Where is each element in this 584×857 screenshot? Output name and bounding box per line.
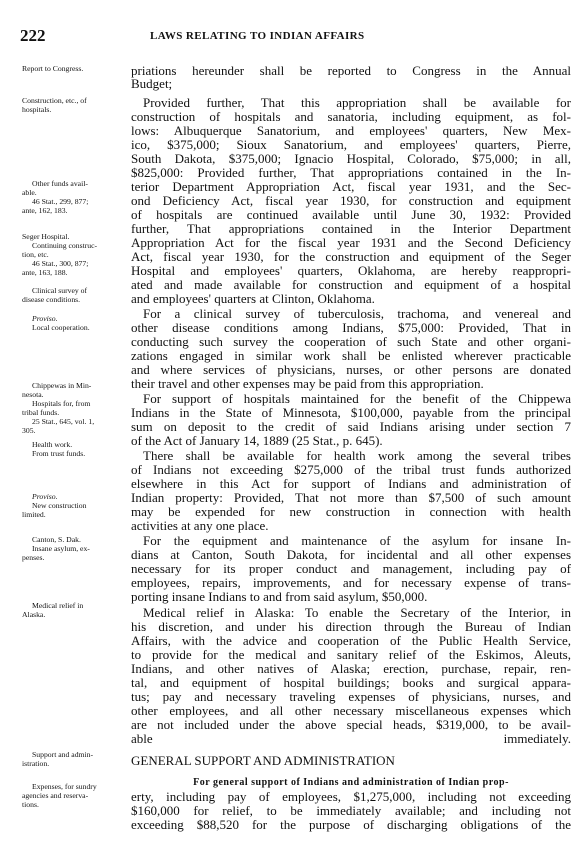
body-line: to provide for the medical and sanitary relief of the Eskimos, Aleuts, [131,648,571,662]
body-line: For support of hospitals maintained for the benefit of the Chippewa [143,392,571,406]
page-header [0,26,584,46]
body-line: lows: Albuquerque Sanatorium, and employees' quarters, New Mex- [131,124,571,138]
body-line: construction of hospitals and sanatoria, including equipment, as fol- [131,110,571,124]
margin-note-line: tribal funds. [22,408,60,417]
body-line: For a clinical survey of tuberculosis, trachoma, and venereal and [143,307,571,321]
margin-note-line: From trust funds. [32,449,86,458]
margin-note [22,492,125,519]
body-line: may be expended for new construction in connection with health [131,505,571,519]
body-line: other employees, and all other necessary miscellaneous expenses which [131,704,571,718]
body-line: other disease conditions among Indians, $75,000: Provided, That in [131,321,571,335]
body-line: dians at Canton, South Dakota, for incidental and all other expenses [131,548,571,562]
margin-note-line: Health work. [32,440,73,449]
margin-note-line: Support and admin- [32,750,94,759]
body-line: of hospitals are continued available until June 30, 1932: Provided [131,208,571,222]
body-line: sum on deposit to the credit of said Indians arising under section 7 [131,420,571,434]
margin-note-line: Canton, S. Dak. [32,535,81,544]
margin-note-line: disease conditions. [22,295,81,304]
margin-note-line: tions. [22,800,39,809]
margin-note-line: Proviso. [32,492,58,501]
body-line: employees, repairs, improvements, and for necessary expense of trans- [131,576,571,590]
body-line: their travel and other expenses may be paid from this appropriation. [131,377,484,391]
margin-note-line: Report to Congress. [22,64,84,73]
body-line: ico, $375,000; Sioux Sanatorium, and employees' quarters, Pierre, [131,138,571,152]
body-line: of Indians not exceeding $275,000 of the tribal trust funds authorized [131,463,571,477]
body-line: activities at any one place. [131,519,269,533]
body-line: zations engaged in similar work shall be enlisted wherever practicable [131,349,571,363]
margin-note-line: Medical relief in [32,601,84,610]
margin-note-line: 25 Stat., 645, vol. 1, [32,417,95,426]
body-line: elsewhere in this Act for support of Indians and administration of [131,477,571,491]
body-line: are not included under the above special heads, $319,000, to be avail- [131,718,571,732]
section-heading: For general support of Indians and administration of Indian prop- [193,777,509,788]
margin-note-line: limited. [22,510,46,519]
body-line: his discretion, and under his direction through the Bureau of Indian [131,620,571,634]
body-line: Indians in the State of Minnesota, $100,000, payable from the principal [131,406,571,420]
margin-note-line: Construction, etc., of [22,96,87,105]
body-line: For the equipment and maintenance of the asylum for insane In- [143,534,571,548]
margin-note-line: agencies and reserva- [22,791,89,800]
margin-note-line: Chippewas in Min- [32,381,92,390]
margin-note-line: Seger Hospital. [22,232,70,241]
margin-note [22,96,125,114]
margin-note-line: 46 Stat., 299, 877; [32,197,89,206]
body-line: exceeding $88,520 for the purpose of discharging obligations of the [131,818,571,832]
margin-note-line: Proviso. [32,314,58,323]
margin-note-line: ante, 163, 188. [22,268,68,277]
margin-note-line: Expenses, for sundry [32,782,97,791]
margin-note [22,782,125,809]
margin-note [22,750,125,768]
body-line: Indian property: Provided, That not more than $7,500 of such amount [131,491,571,505]
body-line: further, That appropriations contained in the Interior Department [131,222,571,236]
margin-note-line: Clinical survey of [32,286,88,295]
margin-note-line: able. [22,188,37,197]
margin-note [22,440,125,458]
margin-note-line: tion, etc. [22,250,49,259]
body-line: $160,000 for relief, to be immediately available; and including not [131,804,571,818]
body-line: priations hereunder shall be reported to Congress in the Annual [131,64,571,78]
margin-note-line: penses. [22,553,45,562]
margin-note [22,286,125,304]
margin-note [22,232,125,277]
body-line: Appropriation Act for the fiscal year 1931 and the Second Deficiency [131,236,571,250]
margin-note-line: New construction [32,501,87,510]
body-line: ated and made available for construction and equipment of a hospital [131,278,571,292]
margin-note-line: Insane asylum, ex- [32,544,90,553]
margin-note-line: Local cooperation. [32,323,90,332]
body-line: $825,000: Provided further, That appropriations contained in the In- [131,166,571,180]
body-line: Budget; [131,77,173,91]
margin-note [22,64,125,73]
body-line: Hospital and employees' quarters, Oklahoma, are hereby reappropri- [131,264,571,278]
body-line: tal, and equipment of hospital buildings; books and surgical appara- [131,676,571,690]
body-line: of the Act of January 14, 1889 (25 Stat., p. 645). [131,434,383,448]
body-line: erty, including pay of employees, $1,275,000, including not exceeding [131,790,571,804]
margin-note [22,601,125,619]
body-line: Affairs, with the advice and cooperation of the Public Health Service, [131,634,571,648]
page-number: 222 [20,26,46,45]
margin-note-line: 305. [22,426,36,435]
body-line: GENERAL SUPPORT AND ADMINISTRATION [131,754,395,768]
margin-note-line: Other funds avail- [32,179,88,188]
body-line: porting insane Indians to and from said asylum, $50,000. [131,590,428,604]
body-line: conducting such survey the cooperation of such State and other organi- [131,335,571,349]
margin-note-line: 46 Stat., 300, 877; [32,259,89,268]
margin-note-line: ante, 162, 183. [22,206,68,215]
margin-note [22,381,125,435]
body-line: terior Department Appropriation Act, fiscal year 1931, and the Sec- [131,180,571,194]
running-head: LAWS RELATING TO INDIAN AFFAIRS [150,30,365,42]
margin-note-line: Continuing construc- [32,241,98,250]
body-line: South Dakota, $375,000; Ignacio Hospital, Colorado, $75,000; in all, [131,152,571,166]
body-line: Indians, and other natives of Alaska; erection, purchase, repair, ren- [131,662,571,676]
body-line: able immediately. [131,732,571,746]
margin-note-line: nesota. [22,390,44,399]
margin-note-line: Alaska. [22,610,46,619]
body-line: and employees' quarters at Clinton, Oklahoma. [131,292,375,306]
margin-note-line: Hospitals for, from [32,399,91,408]
body-line: and where services of physicians, nurses, or other persons are donated [131,363,571,377]
body-line: There shall be available for health work among the several tribes [143,449,571,463]
margin-note-line: istration. [22,759,50,768]
margin-note [22,535,125,562]
body-line: tus; pay and necessary traveling expenses of physicians, nurses, and [131,690,571,704]
body-line: Act, fiscal year 1930, for the construction and equipment of the Seger [131,250,571,264]
margin-note [22,314,125,332]
body-line: ond Deficiency Act, fiscal year 1930, for construction and equipment [131,194,571,208]
margin-note-line: hospitals. [22,105,52,114]
body-line: Medical relief in Alaska: To enable the Secretary of the Interior, in [143,606,571,620]
margin-note [22,179,125,215]
body-line: necessary for its proper conduct and management, including pay of [131,562,571,576]
body-line: Provided further, That this appropriation shall be available for [143,96,571,110]
